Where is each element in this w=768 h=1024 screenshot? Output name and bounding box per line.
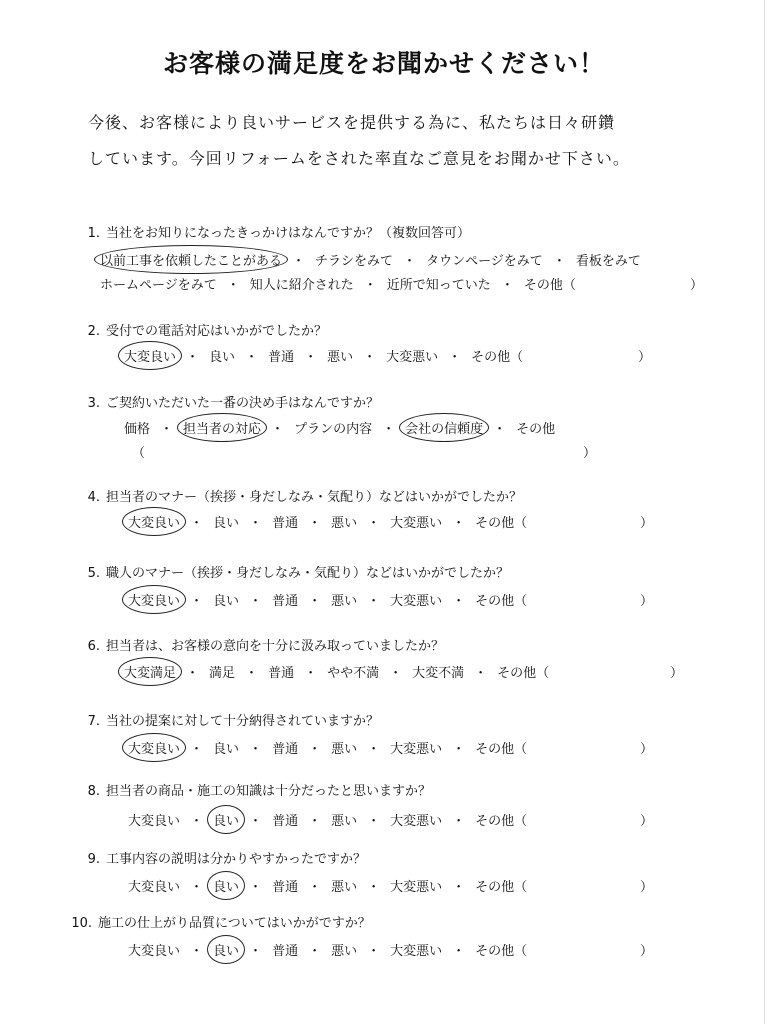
- question-number: 10.: [71, 916, 92, 931]
- separator-dot: ・: [367, 944, 381, 959]
- question-text: 受付での電話対応はいかがでしたか？: [106, 324, 328, 339]
- other-close-paren: ）: [640, 880, 654, 895]
- question-number: 4.: [87, 490, 100, 505]
- intro-line-2: しています。今回リフォームをされた率直なご意見をお聞かせ下さい。: [88, 149, 630, 168]
- option-7-6[interactable]: その他（: [475, 742, 528, 757]
- option-6-3[interactable]: 普通: [268, 666, 295, 681]
- other-close-paren: ）: [640, 944, 654, 959]
- option-5-3[interactable]: 普通: [272, 594, 299, 609]
- option-row: [124, 662, 549, 681]
- option-row: [128, 738, 527, 757]
- separator-dot: ・: [304, 666, 318, 681]
- option-4-5[interactable]: 大変悪い: [390, 516, 443, 531]
- option-9-3[interactable]: 普通: [272, 880, 299, 895]
- option-8-1[interactable]: 大変良い: [128, 814, 181, 829]
- option-6-4[interactable]: やや不満: [327, 666, 380, 681]
- question-text: 担当者のマナー（挨拶・身だしなみ・気配り）などはいかがでしたか？: [106, 490, 523, 505]
- option-1-3[interactable]: 近所で知っていた: [386, 278, 491, 293]
- option-6-5[interactable]: 大変不満: [412, 666, 465, 681]
- option-3-2[interactable]: 担当者の対応: [183, 418, 261, 437]
- question-2: [74, 320, 327, 339]
- separator-dot: ・: [452, 516, 466, 531]
- separator-dot: ・: [367, 516, 381, 531]
- option-4-4[interactable]: 悪い: [331, 516, 358, 531]
- other-close-paren: ）: [670, 666, 684, 681]
- option-4-3[interactable]: 普通: [272, 516, 299, 531]
- separator-dot: ・: [249, 814, 263, 829]
- option-1-4[interactable]: 看板をみて: [575, 254, 641, 269]
- option-9-6[interactable]: その他（: [475, 880, 528, 895]
- option-1-1[interactable]: 以前工事を依頼したことがある: [100, 250, 282, 269]
- question-number: 1.: [87, 226, 100, 241]
- separator-dot: ・: [308, 594, 322, 609]
- option-5-1[interactable]: 大変良い: [128, 590, 180, 609]
- separator-dot: ・: [226, 278, 240, 293]
- question-text: 工事内容の説明は分かりやすかったですか？: [106, 852, 367, 867]
- option-9-1[interactable]: 大変良い: [128, 880, 181, 895]
- separator-dot: ・: [308, 814, 322, 829]
- option-2-3[interactable]: 普通: [268, 350, 295, 365]
- question-number: 9.: [87, 852, 100, 867]
- separator-dot: ・: [160, 422, 174, 437]
- separator-dot: ・: [367, 742, 381, 757]
- separator-dot: ・: [186, 666, 200, 681]
- separator-dot: ・: [308, 516, 322, 531]
- separator-dot: ・: [363, 350, 377, 365]
- separator-dot: ・: [367, 594, 381, 609]
- separator-dot: ・: [367, 814, 381, 829]
- separator-dot: ・: [304, 350, 318, 365]
- separator-dot: ・: [363, 278, 377, 293]
- separator-dot: ・: [190, 594, 204, 609]
- option-row: [128, 940, 527, 959]
- option-6-1[interactable]: 大変満足: [124, 662, 176, 681]
- option-4-1[interactable]: 大変良い: [128, 512, 180, 531]
- option-5-6[interactable]: その他（: [475, 594, 528, 609]
- separator-dot: ・: [190, 880, 204, 895]
- question-5: [74, 562, 509, 581]
- separator-dot: ・: [552, 254, 566, 269]
- question-number: 2.: [87, 324, 100, 339]
- question-7: [74, 710, 379, 729]
- separator-dot: ・: [190, 742, 204, 757]
- separator-dot: ・: [249, 880, 263, 895]
- separator-dot: ・: [190, 516, 204, 531]
- question-text: 担当者は、お客様の意向を十分に汲み取っていましたか？: [106, 639, 445, 654]
- separator-dot: ・: [308, 944, 322, 959]
- option-8-4[interactable]: 悪い: [331, 814, 358, 829]
- option-10-2[interactable]: 良い: [213, 940, 239, 959]
- option-1-3[interactable]: タウンページをみて: [426, 254, 543, 269]
- option-5-5[interactable]: 大変悪い: [390, 594, 443, 609]
- option-3-5[interactable]: その他: [516, 422, 556, 437]
- option-7-1[interactable]: 大変良い: [128, 738, 180, 757]
- option-7-2[interactable]: 良い: [213, 742, 240, 757]
- question-6: [74, 635, 444, 654]
- question-text: ご契約いただいた一番の決め手はなんですか？: [106, 396, 380, 411]
- option-row: [128, 590, 527, 609]
- option-7-5[interactable]: 大変悪い: [390, 742, 443, 757]
- other-close-paren: ）: [640, 594, 654, 609]
- separator-dot: ・: [292, 254, 306, 269]
- option-10-4[interactable]: 悪い: [331, 944, 358, 959]
- question-text: 担当者の商品・施工の知識は十分だったと思いますか？: [106, 784, 432, 799]
- option-1-1[interactable]: ホームページをみて: [100, 278, 217, 293]
- question-number: 6.: [87, 639, 100, 654]
- option-2-2[interactable]: 良い: [209, 350, 236, 365]
- separator-dot: ・: [190, 814, 204, 829]
- option-9-2[interactable]: 良い: [213, 876, 239, 895]
- separator-dot: ・: [249, 944, 263, 959]
- separator-dot: ・: [452, 944, 466, 959]
- question-text: 施工の仕上がり品質についてはいかがですか？: [98, 916, 371, 931]
- option-6-2[interactable]: 満足: [209, 666, 236, 681]
- option-3-1[interactable]: 価格: [124, 422, 151, 437]
- question-9: [74, 848, 366, 867]
- question-10: [66, 912, 371, 931]
- separator-dot: ・: [493, 422, 507, 437]
- option-6-6[interactable]: その他（: [497, 666, 550, 681]
- option-row: [128, 876, 527, 895]
- other-close-paren: ）: [690, 278, 704, 293]
- separator-dot: ・: [245, 666, 259, 681]
- other-open-paren: （: [132, 446, 146, 461]
- separator-dot: ・: [271, 422, 285, 437]
- intro-line-1: 今後、お客様により良いサービスを提供する為に、私たちは日々研鑽: [88, 113, 616, 132]
- separator-dot: ・: [186, 350, 200, 365]
- question-1: [74, 222, 470, 241]
- option-7-4[interactable]: 悪い: [331, 742, 358, 757]
- separator-dot: ・: [452, 594, 466, 609]
- question-number: 3.: [87, 396, 100, 411]
- question-3: [74, 392, 379, 411]
- option-2-5[interactable]: 大変悪い: [386, 350, 439, 365]
- question-number: 5.: [87, 566, 100, 581]
- option-7-3[interactable]: 普通: [272, 742, 299, 757]
- option-row: [128, 512, 527, 531]
- option-4-6[interactable]: その他（: [475, 516, 528, 531]
- question-number: 7.: [87, 714, 100, 729]
- separator-dot: ・: [308, 880, 322, 895]
- option-2-1[interactable]: 大変良い: [124, 346, 176, 365]
- separator-dot: ・: [389, 666, 403, 681]
- separator-dot: ・: [452, 742, 466, 757]
- option-1-4[interactable]: その他（: [523, 278, 576, 293]
- separator-dot: ・: [500, 278, 514, 293]
- separator-dot: ・: [245, 350, 259, 365]
- option-9-4[interactable]: 悪い: [331, 880, 358, 895]
- separator-dot: ・: [452, 880, 466, 895]
- option-4-2[interactable]: 良い: [213, 516, 240, 531]
- other-close-paren: ）: [583, 446, 597, 461]
- separator-dot: ・: [249, 516, 263, 531]
- option-row: [100, 274, 576, 293]
- option-row: [128, 810, 527, 829]
- separator-dot: ・: [308, 742, 322, 757]
- question-text: 当社をお知りになったきっかけはなんですか？（複数回答可）: [106, 226, 471, 241]
- option-3-4[interactable]: 会社の信頼度: [405, 418, 483, 437]
- option-1-2[interactable]: チラシをみて: [315, 254, 394, 269]
- option-row: [124, 418, 555, 437]
- option-row: [100, 250, 641, 269]
- scan-edge: [764, 0, 765, 1024]
- separator-dot: ・: [190, 944, 204, 959]
- separator-dot: ・: [249, 594, 263, 609]
- question-4: [74, 486, 522, 505]
- separator-dot: ・: [249, 742, 263, 757]
- option-10-3[interactable]: 普通: [272, 944, 299, 959]
- option-10-6[interactable]: その他（: [475, 944, 528, 959]
- separator-dot: ・: [403, 254, 417, 269]
- other-close-paren: ）: [640, 814, 654, 829]
- option-5-2[interactable]: 良い: [213, 594, 240, 609]
- separator-dot: ・: [382, 422, 396, 437]
- question-text: 職人のマナー（挨拶・身だしなみ・気配り）などはいかがでしたか？: [106, 566, 510, 581]
- separator-dot: ・: [448, 350, 462, 365]
- option-row: [124, 346, 523, 365]
- other-close-paren: ）: [640, 742, 654, 757]
- other-close-paren: ）: [638, 350, 652, 365]
- option-5-4[interactable]: 悪い: [331, 594, 358, 609]
- option-8-6[interactable]: その他（: [475, 814, 528, 829]
- question-number: 8.: [87, 784, 100, 799]
- other-close-paren: ）: [640, 516, 654, 531]
- option-2-6[interactable]: その他（: [471, 350, 524, 365]
- option-10-1[interactable]: 大変良い: [128, 944, 181, 959]
- option-1-2[interactable]: 知人に紹介された: [249, 278, 354, 293]
- form-title: お客様の満足度をお聞かせください！: [162, 49, 605, 78]
- separator-dot: ・: [474, 666, 488, 681]
- separator-dot: ・: [367, 880, 381, 895]
- option-8-3[interactable]: 普通: [272, 814, 299, 829]
- option-10-5[interactable]: 大変悪い: [390, 944, 443, 959]
- question-text: 当社の提案に対して十分納得されていますか？: [106, 714, 380, 729]
- option-3-3[interactable]: プランの内容: [294, 422, 373, 437]
- option-2-4[interactable]: 悪い: [327, 350, 354, 365]
- question-8: [74, 780, 431, 799]
- option-8-5[interactable]: 大変悪い: [390, 814, 443, 829]
- separator-dot: ・: [452, 814, 466, 829]
- option-9-5[interactable]: 大変悪い: [390, 880, 443, 895]
- option-8-2[interactable]: 良い: [213, 810, 239, 829]
